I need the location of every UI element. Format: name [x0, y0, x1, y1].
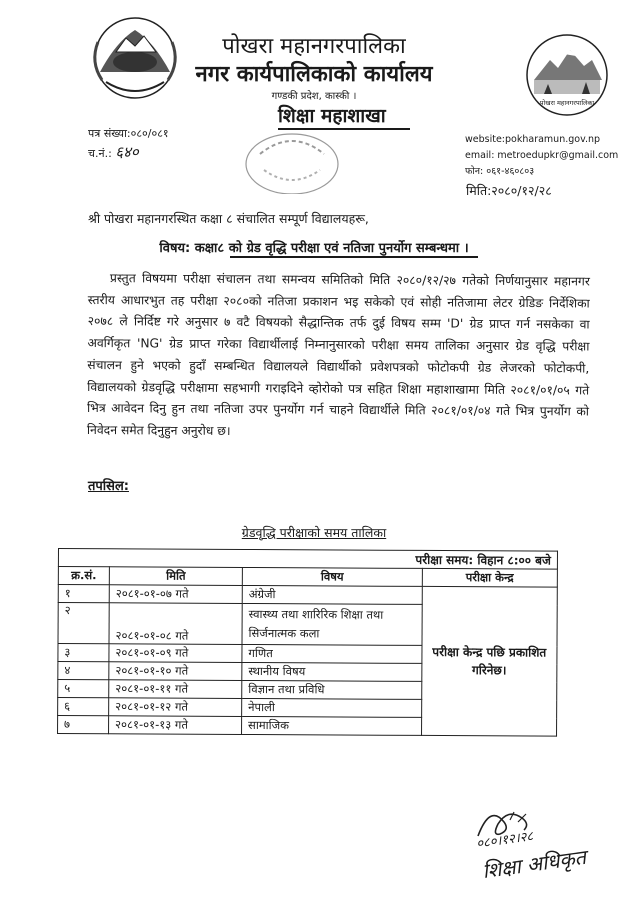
- row-subject: नेपाली: [242, 698, 422, 717]
- office-title-1: पोखरा महानगरपालिका: [222, 34, 406, 59]
- row-subject: अंग्रेजी: [242, 585, 422, 604]
- contact-info: [465, 132, 618, 180]
- row-sn: ५: [58, 680, 109, 698]
- row-date: २०८१-०१-०७ गते: [109, 585, 242, 604]
- letter-reference: पत्र संख्या:०८०/०८१: [88, 127, 169, 140]
- header-subject: विषय: [242, 567, 422, 586]
- dispatch-number: [88, 142, 139, 162]
- exam-time: परीक्षा समय: विहान ८:०० बजे: [58, 549, 557, 570]
- department-title: शिक्षा महाशाखा: [278, 105, 386, 127]
- letter-body: [87, 268, 590, 445]
- row-date: २०८१-०१-०८ गते: [109, 603, 242, 645]
- body-paragraph: प्रस्तुत विषयमा परीक्षा संचालन तथा समन्वय समितिको मिति २०८०/१२/२७ गतेको निर्णयानुसार महानगर स्तरीय आधारभुत तह परीक्षा २०८०को नतिजा प्रकाशन भइ सकेको एवं सोही नतिजामा लेटर ग्रेडिङ निर्देशिका २०७८ ले निर्दिष्ट गरे अनुसार ७ वटै विषयको सैद्धान्तिक तर्फ दुई विषय सम्म 'D' ग्रेड प्राप्त गर्न नसकेका वा अवर्गिकृत 'NG' ग्रेड प्राप्त गरेका विद्यार्थीलाई निम्नानुसारको परीक्षा समय तालिका अनुसार ग्रेड वृद्धि परीक्षा संचालन हुने भएको हुदाँ सम्बन्धित विद्यालयले विद्यार्थीको प्रवेशपत्रको फोटोकपी ग्रेड लेजरको फोटोकपी, विद्यालयको ग्रेडवृद्धि परीक्षामा सहभागी गराइदिने व्होरोको पत्र सहित शिक्षा महाशाखामा मिति २०८१/०१/०५ गते भित्र आवेदन दिनु हुन तथा नतिजा उपर पुनर्योग गर्न चाहने विद्यार्थीले मिति २०८१/०१/०४ गते भित्र पुनर्योग को निवेदन समेत दिनुहुन अनुरोध छ।: [86, 271, 590, 438]
- dispatch-label: च.नं.:: [88, 147, 112, 160]
- row-date: २०८१-०१-१२ गते: [109, 698, 242, 717]
- row-sn: ६: [58, 698, 109, 716]
- signature-date: ०८०।१२।२८: [475, 829, 535, 852]
- row-sn: ३: [58, 644, 109, 662]
- letter-date: मिति:२०८०/१२/२८: [466, 183, 552, 198]
- logo-caption: पोखरा महानगरपालिका: [539, 99, 595, 107]
- row-sn: १: [58, 585, 109, 603]
- row-date: २०८१-०१-११ गते: [109, 680, 242, 699]
- row-date: २०८१-०१-१० गते: [109, 662, 242, 681]
- row-subject: स्थानीय विषय: [242, 662, 422, 681]
- dispatch-value: ६४०: [115, 143, 139, 161]
- details-heading: तपसिल:: [88, 479, 129, 494]
- website-text: website:pokharamun.gov.np: [465, 134, 601, 145]
- phone-text: फोन: ०६१-४६०८०३: [465, 166, 535, 177]
- exam-centre: परीक्षा केन्द्र पछि प्रकाशित गरिनेछ।: [421, 586, 557, 736]
- row-subject: विज्ञान तथा प्रविधि: [242, 680, 422, 699]
- row-sn: २: [58, 603, 109, 644]
- row-sn: ७: [58, 716, 109, 734]
- row-date: २०८१-०१-१३ गते: [109, 716, 242, 735]
- header-sn: क्र.सं.: [58, 567, 109, 585]
- header-centre: परीक्षा केन्द्र: [422, 568, 557, 587]
- exam-schedule-table: [57, 548, 558, 737]
- email-text: email: metroedupkr@gmail.com: [465, 150, 619, 161]
- table-title: ग्रेडवृद्धि परीक्षाको समय तालिका: [241, 525, 387, 540]
- signatory-title: शिक्षा अधिकृत: [480, 844, 588, 884]
- salutation: श्री पोखरा महानगरस्थित कक्षा ८ संचालित सम्पूर्ण विद्यालयहरू,: [88, 211, 369, 226]
- row-subject: सामाजिक: [242, 716, 422, 735]
- subject-underline: [230, 256, 478, 258]
- row-subject: स्वास्थ्य तथा शारिरिक शिक्षा तथा सिर्जनात्मक कला: [242, 603, 422, 645]
- row-subject: गणित: [242, 644, 422, 663]
- office-address: गण्डकी प्रदेश, कास्की ।: [271, 91, 357, 102]
- office-title-2: नगर कार्यपालिकाको कार्यालय: [195, 61, 433, 87]
- header-date: मिति: [109, 567, 242, 586]
- row-date: २०८१-०१-०९ गते: [109, 644, 242, 663]
- row-sn: ४: [58, 662, 109, 680]
- subject-line: विषय: कक्षा८ को ग्रेड वृद्धि परीक्षा एवं नतिजा पुनर्योग सम्बन्धमा ।: [159, 241, 469, 256]
- office-stamp-icon: [238, 124, 346, 194]
